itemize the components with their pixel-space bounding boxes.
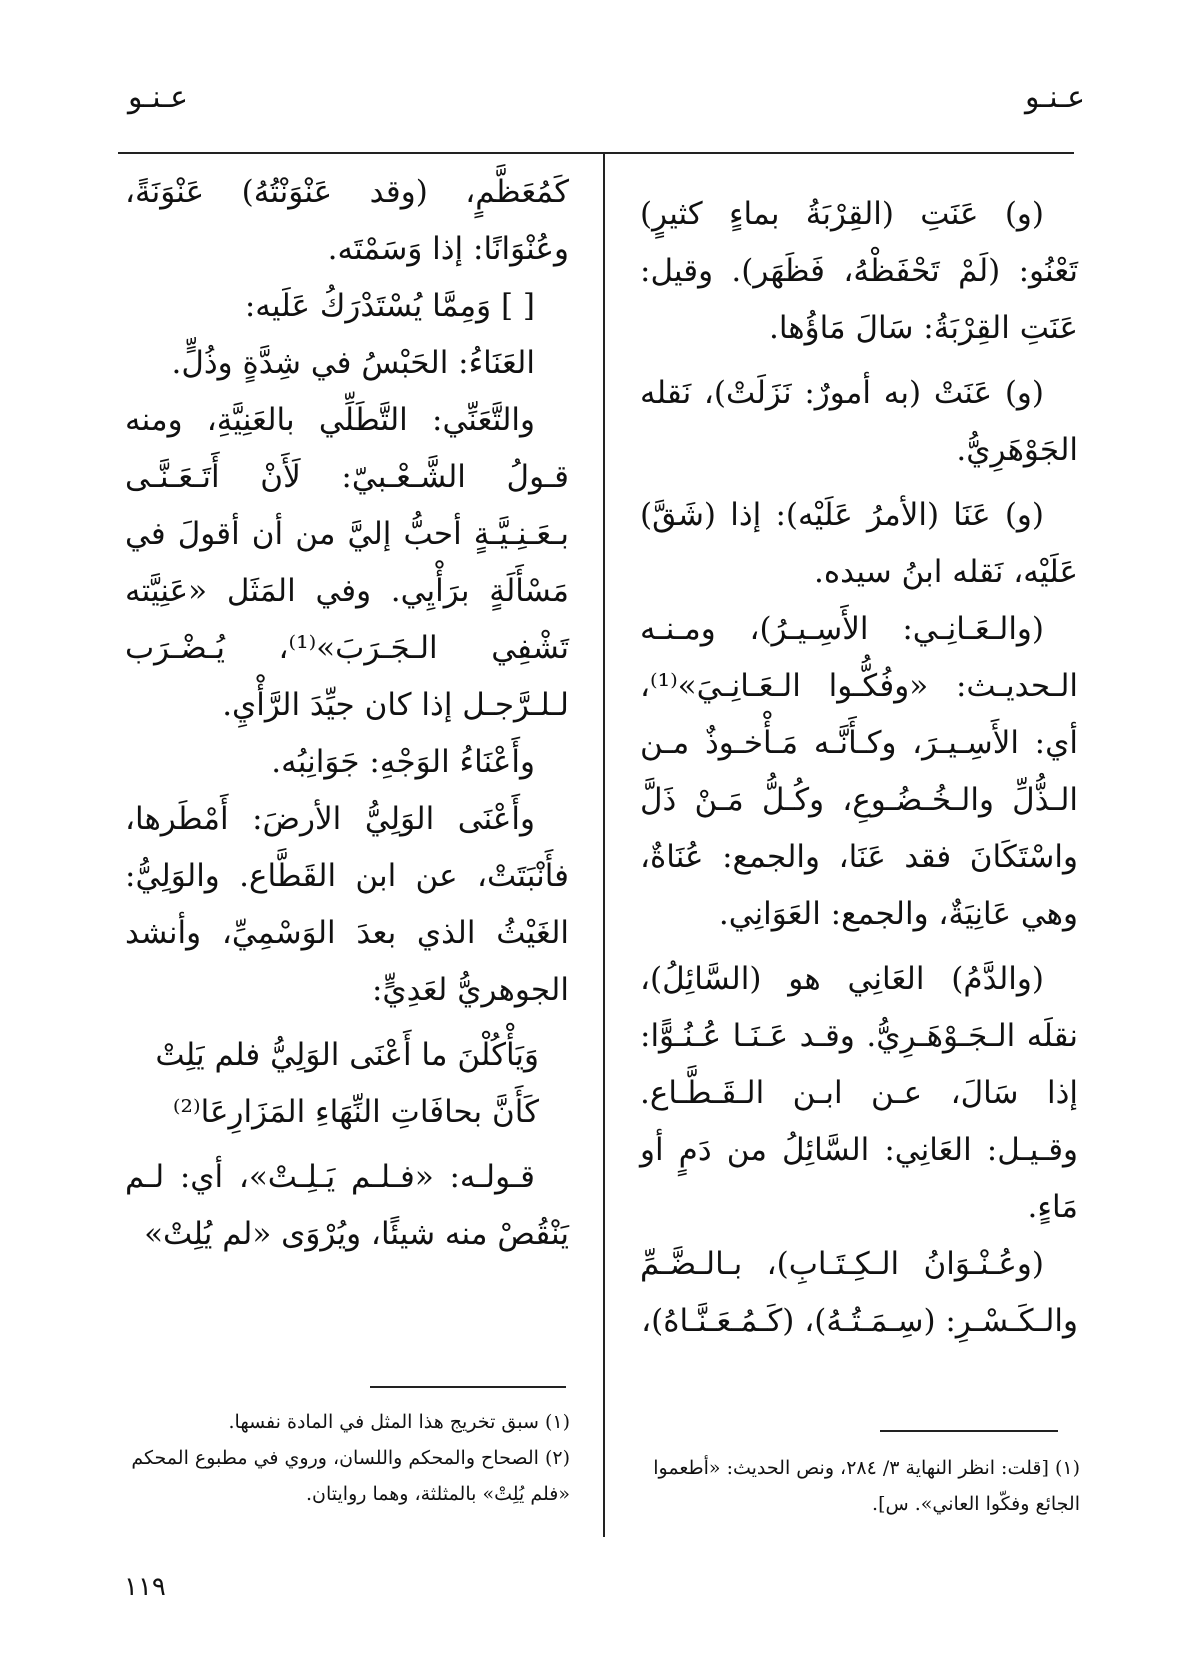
paragraph: (و) عَنَا (الأمرُ عَلَيْه): إذا (شَقَّ) عَلَيْه، نَقله ابنُ سيده. — [640, 497, 1078, 590]
paragraph: (والدَّمُ) العَانِي هو (السَّائِلُ)، نقلَه الـجَـوْهَـرِيُّ. وقـد عَـنَـا عُـنُـوًّا: إذا سَالَ، عـن ابـن الـقَـطَّـاع. وقـيـل: العَانِي: السَّائِلُ من دَمٍ أو مَاءٍ. — [640, 961, 1078, 1225]
paragraph: (و) عَنَتِ (القِرْبَةُ بماءٍ كثيرٍ) تَعْنُو: (لَمْ تَحْفَظْهُ، فَظَهَر). وقيل: عَنَتِ القِرْبَةُ: سَالَ مَاؤُها. — [640, 196, 1078, 346]
header-rule — [118, 152, 1074, 154]
running-header-right: عـنـو — [1024, 80, 1085, 115]
section-heading: [ ] وَمِمَّا يُسْتَدْرَكُ عَلَيه: — [244, 288, 535, 324]
paragraph: (والـعَـانِـي: الأَسِـيـرُ)، ومـنـه الـحديـث: «وفُكُّـوا الـعَـانِـيَ»⁽¹⁾، أي: الأَسِـيـرَ، وكـأَنَّـه مَـأْخـوذٌ مـن الـذُّلِّ والـخُـضُـوعِ، وكُـلُّ مَـنْ ذَلَّ واسْتَكَانَ فقد عَنَا، والجمع: عُنَاةٌ، وهي عَانِيَةٌ، والجمع: العَوَانِي. — [640, 611, 1078, 932]
paragraph: والتَّعَنِّي: التَّطَلِّي بالعَنِيَّةِ، ومنه قـولُ الشَّـعْـبيّ: لَأَنْ أَتَـعَـنَّـى بـعَـنِـيَّـةٍ أحبُّ إليَّ من أن أقولَ في مَسْأَلَةٍ برَأْيِي. وفي المَثَل «عَنِيَّته تَشْفِي الـجَـرَبَ»⁽¹⁾، يُـضْـرَب لـلـرَّجـل إذا كان جيِّدَ الرَّأْيِ. — [125, 402, 569, 723]
paragraph: قـولـه: «فـلـم يَـلِـتْ»، أي: لـم يَنْقُصْ منه شيئًا، ويُرْوَى «لم يُلِتْ» — [125, 1159, 569, 1252]
running-header-left: عـنـو — [128, 80, 189, 115]
poem-verse — [125, 1027, 569, 1141]
right-column — [640, 186, 1078, 1350]
page-number: ١١٩ — [124, 1572, 166, 1602]
footnotes-left — [125, 1404, 570, 1512]
footnote-rule-left — [370, 1386, 566, 1388]
footnote: (٢) الصحاح والمحكم واللسان، وروي في مطبوع المحكم «فلم يُلِتْ» بالمثلثة، وهما روايتان. — [131, 1447, 570, 1505]
verse-hemistich: كَأَنَّ بحافَاتِ النِّهَاءِ المَزَارِعَا⁽²⁾ — [172, 1094, 539, 1130]
paragraph: كَمُعَظَّمٍ، (وقد عَنْوَنْتُهُ) عَنْوَنَةً، وعُنْوَانًا: إذا وَسَمْتَه. — [125, 174, 569, 267]
left-column — [125, 164, 569, 1263]
footnote-rule-right — [880, 1430, 1058, 1432]
paragraph: (و) عَنَتْ (به أمورٌ: نَزَلَتْ)، نَقله الجَوْهَرِيُّ. — [640, 375, 1078, 468]
footnotes-right — [620, 1450, 1080, 1522]
paragraph: وأَعْنَى الوَلِيُّ الأرضَ: أَمْطَرها، فأَنْبَتَتْ، عن ابن القَطَّاع. والوَلِيُّ: الغَيْثُ الذي بعدَ الوَسْمِيِّ، وأنشد الجوهريُّ لعَدِيٍّ: — [125, 801, 569, 1008]
footnote: (١) سبق تخريج هذا المثل في المادة نفسها. — [228, 1411, 570, 1433]
paragraph: (وعُـنْـوَانُ الـكِـتَـابِ)، بـالـضَّـمِّ والـكَـسْـرِ: (سِـمَـتُـهُ)، (كَـمُـعَـنَّـاهُ)، — [640, 1246, 1078, 1339]
paragraph: العَنَاءُ: الحَبْسُ في شِدَّةٍ وذُلٍّ. — [171, 345, 535, 381]
paragraph: وأَعْنَاءُ الوَجْهِ: جَوَانِبُه. — [271, 744, 535, 780]
column-divider — [603, 152, 605, 1537]
verse-hemistich: وَيَأْكُلْنَ ما أَعْنَى الوَلِيُّ فلم يَلِتْ — [155, 1037, 539, 1073]
footnote: (١) [قلت: انظر النهاية ٣/ ٢٨٤، ونص الحديث: «أطعموا الجائع وفكّوا العاني». س]. — [653, 1457, 1080, 1515]
